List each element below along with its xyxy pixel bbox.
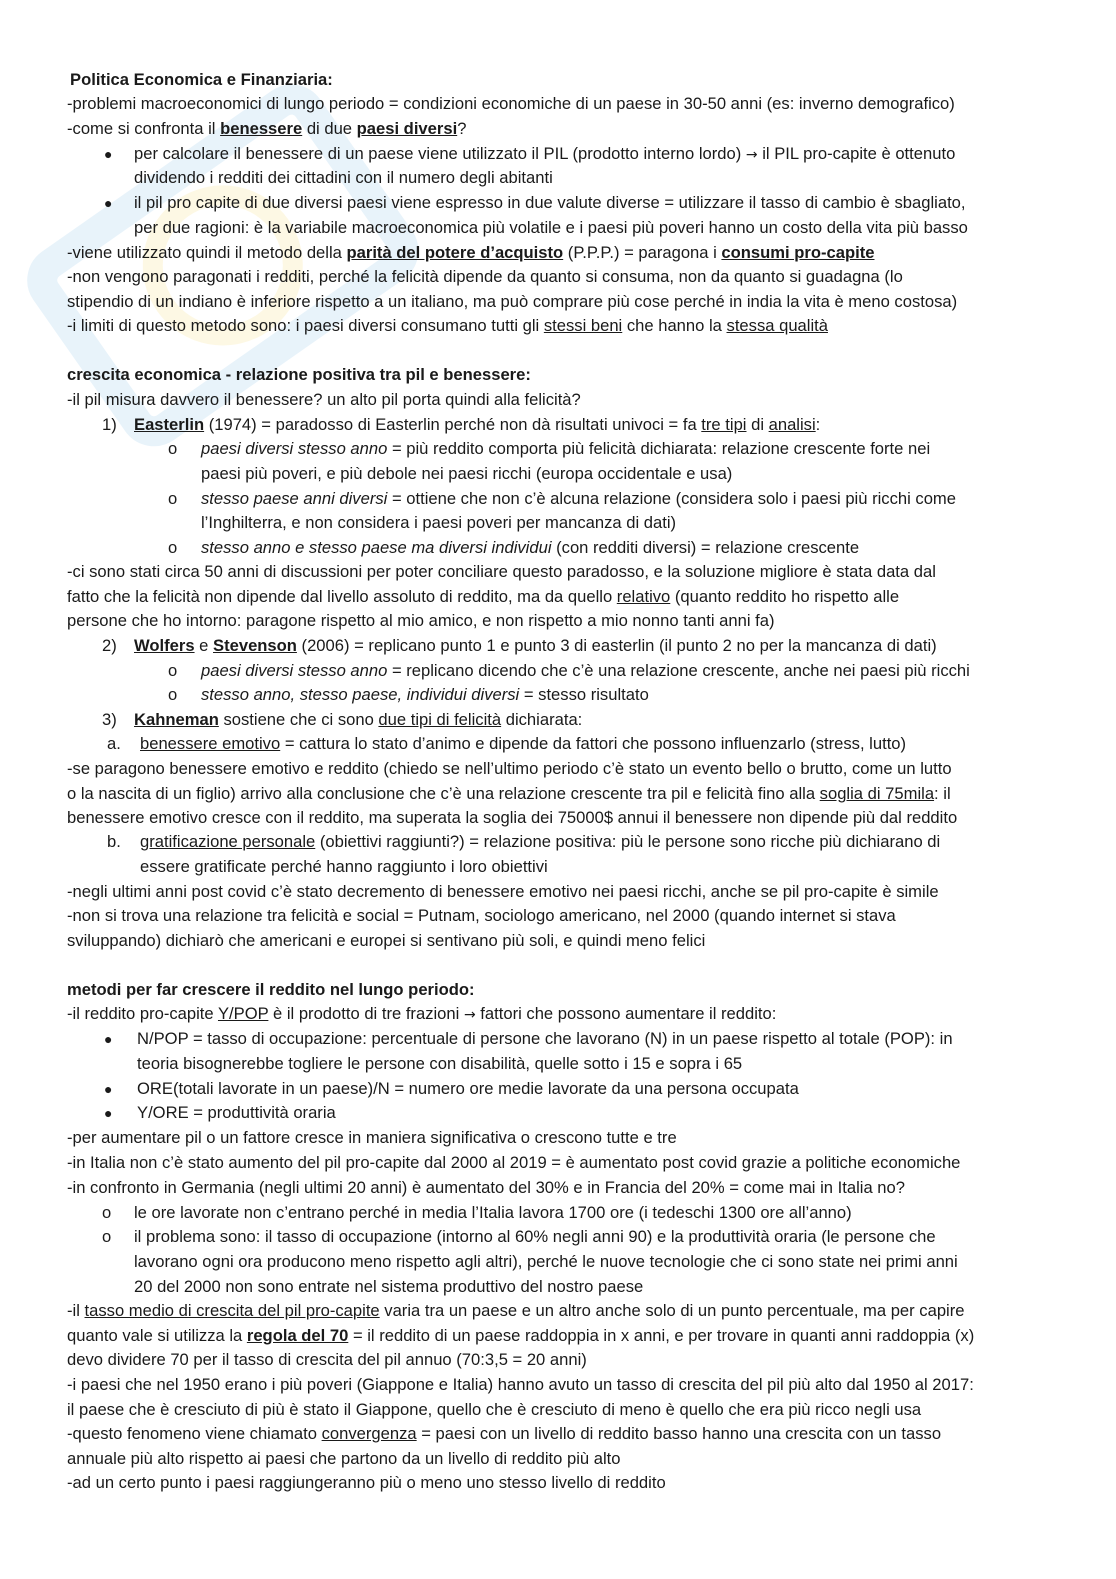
bullet-icon: ●: [104, 146, 113, 162]
list-item: il pil pro capite di due diversi paesi viene espresso in due valute diverse = utilizzare il tasso di cambio è sbagliato,: [134, 193, 966, 212]
list-item-continued: essere gratificate perché hanno raggiunto i loro obiettivi: [140, 857, 548, 876]
list-item-continued: dividendo i redditi dei cittadini con il numero degli abitanti: [134, 168, 553, 187]
circle-bullet-icon: o: [168, 439, 178, 458]
sub-list-item: stesso anno, stesso paese, individui diversi = stesso risultato: [201, 685, 649, 704]
text-line: -come si confronta il benessere di due paesi diversi?: [67, 119, 467, 138]
circle-bullet-icon: o: [102, 1227, 112, 1246]
sub-list-item: paesi diversi stesso anno = replicano dicendo che c’è una relazione crescente, anche nei paesi più ricchi: [201, 661, 970, 680]
list-number: 1): [102, 415, 117, 434]
text-line: -i limiti di questo metodo sono: i paesi diversi consumano tutti gli stessi beni che hanno la stessa qualità: [67, 316, 828, 335]
list-item-continued: per due ragioni: è la variabile macroeconomica più volatile e i paesi più poveri hanno un costo della vita più basso: [134, 218, 968, 237]
text-line: il paese che è cresciuto di più è stato il Giappone, quello che è cresciuto di meno è quello che era più ricco negli usa: [67, 1400, 922, 1419]
list-item: gratificazione personale (obiettivi raggiunti?) = relazione positiva: più le persone sono ricche più dichiarano di: [140, 832, 941, 851]
sub-list-item-continued: paesi più poveri, e più debole nei paesi ricchi (europa occidentale e usa): [201, 464, 733, 483]
list-item: Y/ORE = produttività oraria: [137, 1103, 336, 1122]
arrow-icon: →: [463, 1007, 476, 1023]
text-line: annuale più alto rispetto ai paesi che partono da un livello di reddito più alto: [67, 1449, 621, 1468]
text-line: -ci sono stati circa 50 anni di discussioni per poter conciliare questo paradosso, e la soluzione migliore è stata data dal: [67, 562, 936, 581]
text-line: -ad un certo punto i paesi raggiungeranno più o meno uno stesso livello di reddito: [67, 1473, 666, 1492]
text-line: -se paragono benessere emotivo e reddito (chiedo se nell’ultimo periodo c’è stato un evento bello o brutto, come un lutto: [67, 759, 952, 778]
circle-bullet-icon: o: [168, 661, 178, 680]
sub-list-item: il problema sono: il tasso di occupazione (intorno al 60% negli anni 90) e la produttività oraria (le persone che: [134, 1227, 936, 1246]
text-line: -in Italia non c’è stato aumento del pil pro-capite dal 2000 al 2019 = è aumentato post covid grazie a politiche economiche: [67, 1153, 961, 1172]
text-line: -non si trova una relazione tra felicità e social = Putnam, sociologo americano, nel 2000 (quando internet si stava: [67, 906, 896, 925]
circle-bullet-icon: o: [168, 685, 178, 704]
list-item: Kahneman sostiene che ci sono due tipi di felicità dichiarata:: [134, 710, 583, 729]
text-line: -i paesi che nel 1950 erano i più poveri (Giappone e Italia) hanno avuto un tasso di crescita del pil più alto dal 1950 al 2017:: [67, 1375, 974, 1394]
text-line: -problemi macroeconomici di lungo periodo = condizioni economiche di un paese in 30-50 anni (es: inverno demografico): [67, 94, 955, 113]
text-line: -questo fenomeno viene chiamato convergenza = paesi con un livello di reddito basso hanno una crescita con un tasso: [67, 1424, 942, 1443]
text-line: o la nascita di un figlio) arrivo alla conclusione che c’è una relazione crescente tra pil e felicità fino alla soglia di 75mila: il: [67, 784, 951, 803]
document-title: Politica Economica e Finanziaria:: [70, 70, 333, 89]
text-line: benessere emotivo cresce con il reddito, ma superata la soglia dei 75000$ annui il benessere non dipende più dal reddito: [67, 808, 958, 827]
circle-bullet-icon: o: [102, 1203, 112, 1222]
text-line: stipendio di un indiano è inferiore rispetto a un italiano, ma può comprare più cose perché in india la vita è meno costosa): [67, 292, 958, 311]
arrow-icon: →: [745, 147, 758, 163]
text-line: -il tasso medio di crescita del pil pro-capite varia tra un paese e un altro anche solo di un punto percentuale, ma per capire: [67, 1301, 965, 1320]
text-line: -per aumentare pil o un fattore cresce in maniera significativa o crescono tutte e tre: [67, 1128, 677, 1147]
text-line: persone che ho intorno: paragone rispetto al mio amico, e non rispetto a mio nonno tanti anni fa): [67, 611, 775, 630]
sub-list-item: stesso anno e stesso paese ma diversi individui (con redditi diversi) = relazione crescente: [201, 538, 860, 557]
text-line: -il reddito pro-capite Y/POP è il prodotto di tre frazioni → fattori che possono aumentare il reddito:: [67, 1004, 777, 1023]
text-line: -non vengono paragonati i redditi, perché la felicità dipende da quanto si consuma, non da quanto si guadagna (lo: [67, 267, 903, 286]
text-line: quanto vale si utilizza la regola del 70 = il reddito di un paese raddoppia in x anni, e per trovare in quanti anni raddoppia (x): [67, 1326, 975, 1345]
bullet-icon: ●: [104, 195, 113, 211]
section-heading: crescita economica - relazione positiva tra pil e benessere:: [67, 365, 531, 384]
text-line: -il pil misura davvero il benessere? un alto pil porta quindi alla felicità?: [67, 390, 581, 409]
list-number: 3): [102, 710, 117, 729]
list-letter: b.: [107, 832, 121, 851]
sub-list-item: paesi diversi stesso anno = più reddito comporta più felicità dichiarata: relazione crescente forte nei: [201, 439, 931, 458]
text-line: -viene utilizzato quindi il metodo della parità del potere d’acquisto (P.P.P.) = paragona i consumi pro-capite: [67, 243, 875, 262]
bullet-icon: ●: [104, 1031, 113, 1047]
sub-list-item: stesso paese anni diversi = ottiene che non c’è alcuna relazione (considera solo i paesi più ricchi come: [201, 489, 956, 508]
list-item: ORE(totali lavorate in un paese)/N = numero ore medie lavorate da una persona occupata: [137, 1079, 799, 1098]
sub-list-item-continued: 20 del 2000 non sono entrate nel sistema produttivo del nostro paese: [134, 1277, 644, 1296]
bullet-icon: ●: [104, 1081, 113, 1097]
list-item: per calcolare il benessere di un paese viene utilizzato il PIL (prodotto interno lordo) → il PIL pro-capite è ottenuto: [134, 144, 956, 163]
list-item: N/POP = tasso di occupazione: percentuale di persone che lavorano (N) in un paese rispetto al totale (POP): in: [137, 1029, 953, 1048]
text-line: -negli ultimi anni post covid c’è stato decremento di benessere emotivo nei paesi ricchi, anche se pil pro-capite è simile: [67, 882, 939, 901]
circle-bullet-icon: o: [168, 538, 178, 557]
text-line: devo dividere 70 per il tasso di crescita del pil annuo (70:3,5 = 20 anni): [67, 1350, 587, 1369]
sub-list-item-continued: l’Inghilterra, e non considera i paesi poveri per mancanza di dati): [201, 513, 677, 532]
circle-bullet-icon: o: [168, 489, 178, 508]
list-item: Easterlin (1974) = paradosso di Easterlin perché non dà risultati univoci = fa tre tipi di analisi:: [134, 415, 821, 434]
section-heading: metodi per far crescere il reddito nel lungo periodo:: [67, 980, 475, 999]
bullet-icon: ●: [104, 1105, 113, 1121]
text-line: sviluppando) dichiarò che americani e europei si sentivano più soli, e quindi meno felici: [67, 931, 706, 950]
list-item: Wolfers e Stevenson (2006) = replicano punto 1 e punto 3 di easterlin (il punto 2 no per la mancanza di dati): [134, 636, 937, 655]
text-line: -in confronto in Germania (negli ultimi 20 anni) è aumentato del 30% e in Francia del 20% = come mai in Italia no?: [67, 1178, 905, 1197]
sub-list-item-continued: lavorano ogni ora producono meno rispetto agli altri), perché le nuove tecnologie che ci sono state nei primi anni: [134, 1252, 958, 1271]
list-item-continued: teoria bisognerebbe togliere le persone con disabilità, quelle sotto i 15 e sopra i 65: [137, 1054, 743, 1073]
list-item: benessere emotivo = cattura lo stato d’animo e dipende da fattori che possono influenzarlo (stress, lutto): [140, 734, 907, 753]
sub-list-item: le ore lavorate non c’entrano perché in media l’Italia lavora 1700 ore (i tedeschi 1300 ore all’anno): [134, 1203, 852, 1222]
list-letter: a.: [107, 734, 121, 753]
text-line: fatto che la felicità non dipende dal livello assoluto di reddito, ma da quello relativo (quanto reddito ho rispetto alle: [67, 587, 900, 606]
list-number: 2): [102, 636, 117, 655]
